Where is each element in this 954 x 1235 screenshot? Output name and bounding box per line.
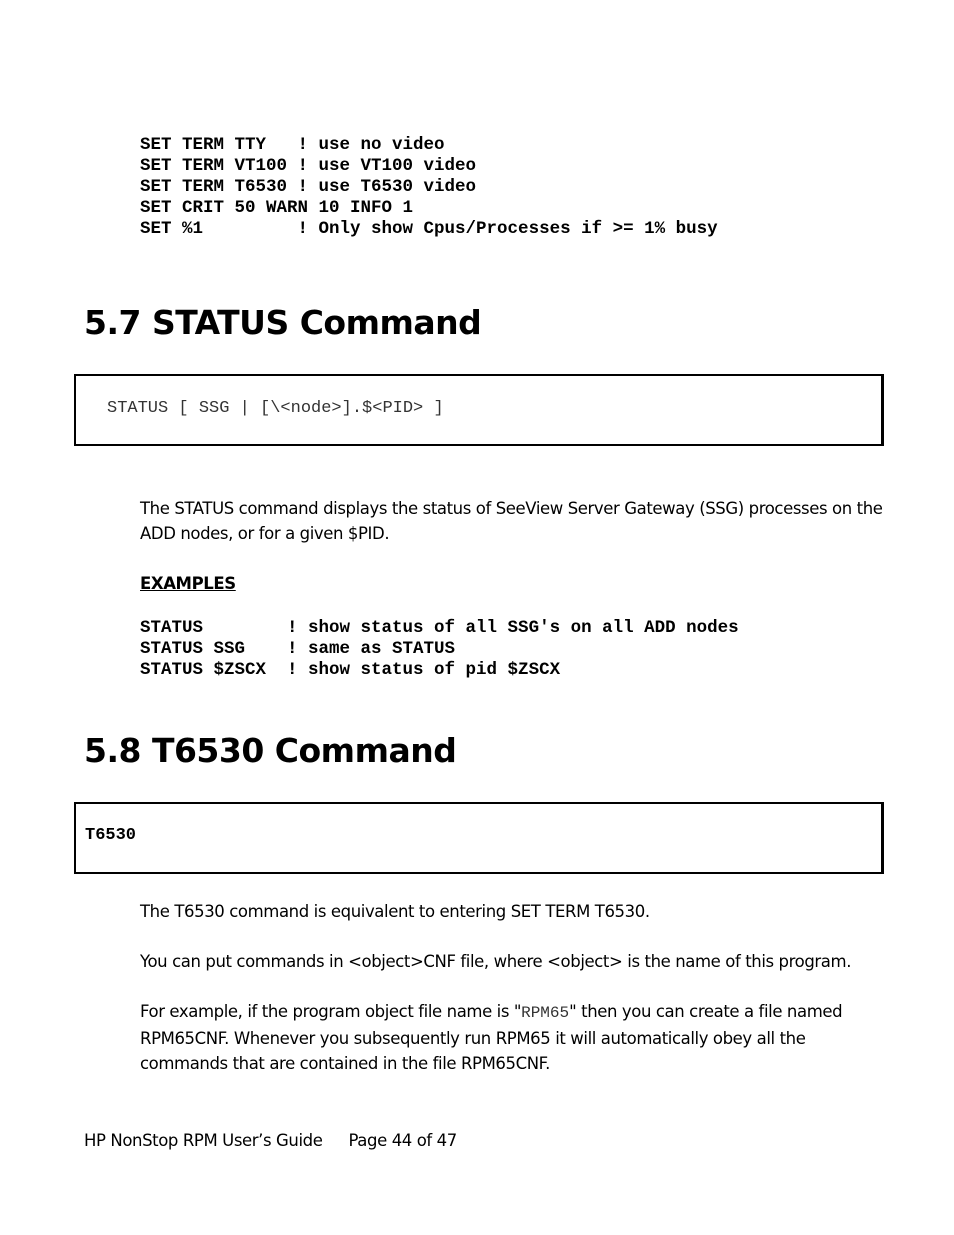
page-footer bbox=[84, 1128, 457, 1153]
top-code-example bbox=[140, 135, 718, 240]
example-object-name: RPM65 bbox=[521, 1004, 570, 1022]
status-examples-code bbox=[140, 618, 739, 681]
examples-heading: EXAMPLES bbox=[140, 574, 236, 593]
code-line: STATUS $ZSCX ! show status of pid $ZSCX bbox=[140, 660, 561, 680]
cnf-example-text bbox=[140, 999, 890, 1076]
t6530-section-heading: 5.8 T6530 Command bbox=[84, 731, 457, 770]
status-syntax: STATUS [ SSG | [\<node>].$<PID> ] bbox=[107, 399, 444, 418]
code-line: STATUS ! show status of all SSG's on all ADD nodes bbox=[140, 618, 739, 638]
status-syntax-box bbox=[74, 374, 884, 446]
code-line: SET TERM T6530 ! use T6530 video bbox=[140, 177, 477, 197]
status-description: The STATUS command displays the status of SeeView Server Gateway (SSG) processes on the ADD nodes, or for a given $PID. bbox=[140, 499, 883, 543]
code-line: SET TERM VT100 ! use VT100 video bbox=[140, 156, 477, 176]
example-suffix: " then you can create a file named RPM65CNF. Whenever you subsequently run RPM65 it will automatically obey all the commands that are contained in the file RPM65CNF. bbox=[140, 1002, 843, 1073]
t6530-syntax-box bbox=[74, 802, 884, 874]
footer-page-number: Page 44 of 47 bbox=[348, 1131, 457, 1150]
example-prefix: For example, if the program object file name is " bbox=[140, 1002, 522, 1021]
code-line: SET %1 ! Only show Cpus/Processes if >= 1% busy bbox=[140, 219, 718, 239]
code-line: SET TERM TTY ! use no video bbox=[140, 135, 445, 155]
t6530-equivalent-text: The T6530 command is equivalent to entering SET TERM T6530. bbox=[140, 902, 650, 921]
code-line: STATUS SSG ! same as STATUS bbox=[140, 639, 456, 659]
code-line: SET CRIT 50 WARN 10 INFO 1 bbox=[140, 198, 414, 218]
status-section-heading: 5.7 STATUS Command bbox=[84, 303, 482, 342]
footer-guide-title: HP NonStop RPM User’s Guide bbox=[84, 1131, 323, 1150]
t6530-syntax: T6530 bbox=[85, 826, 137, 845]
cnf-file-text: You can put commands in <object>CNF file, where <object> is the name of this program. bbox=[140, 952, 852, 971]
